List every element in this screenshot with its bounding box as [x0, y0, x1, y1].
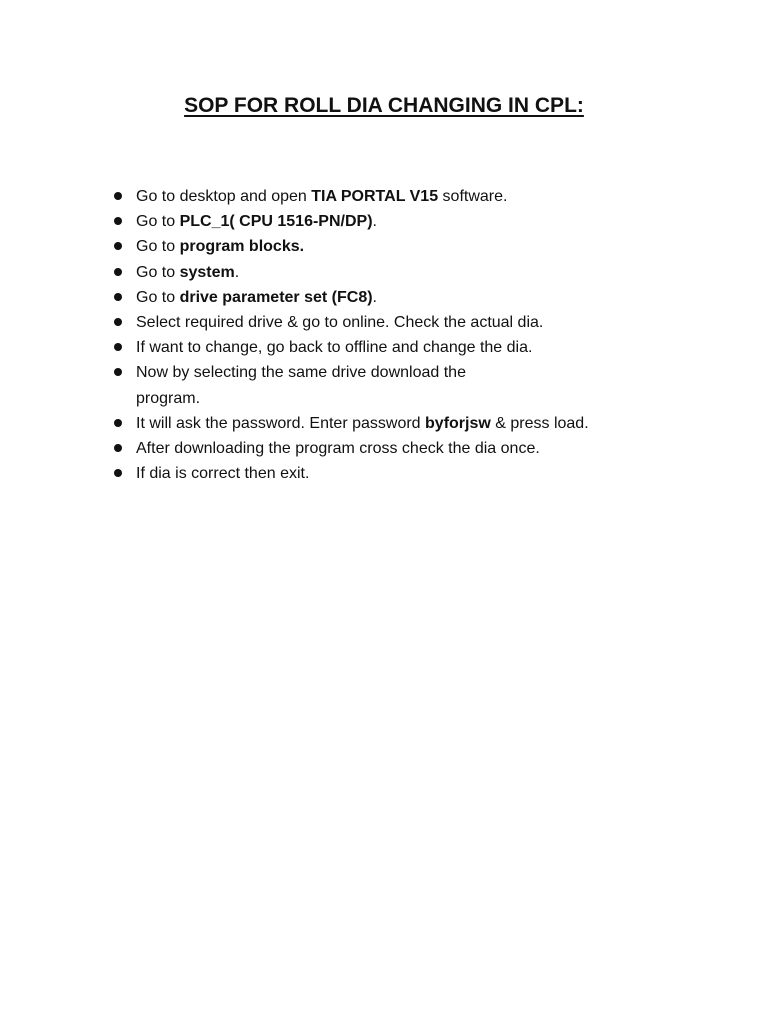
- sop-step-list: [112, 184, 732, 486]
- step-text: Go to: [136, 238, 180, 256]
- step-text-after: software.: [438, 188, 508, 205]
- step-text: Go to: [136, 288, 180, 306]
- step-bold-text: TIA PORTAL V15: [311, 188, 439, 205]
- step-bold-text: system: [179, 263, 235, 281]
- step-bold-text: PLC_1( CPU 1516-PN/DP): [179, 213, 373, 231]
- step-text: Go to: [136, 263, 180, 281]
- step-text: After downloading the program cross check the dia once.: [136, 440, 540, 458]
- step-text-after: .: [372, 288, 377, 306]
- step-text: If dia is correct then exit.: [136, 465, 310, 483]
- list-item: [112, 310, 732, 335]
- list-item: [112, 285, 732, 310]
- list-item: [112, 411, 732, 436]
- step-text: Go to desktop and open: [136, 188, 312, 205]
- list-item: [112, 360, 732, 410]
- list-item: [112, 209, 732, 234]
- list-item: [112, 335, 732, 360]
- list-item: [112, 234, 732, 259]
- step-text: If want to change, go back to offline and change the dia.: [136, 339, 533, 357]
- list-item: [112, 461, 732, 486]
- step-text: Go to: [136, 213, 180, 231]
- step-bold-text: drive parameter set (FC8): [179, 288, 373, 306]
- list-item: [112, 436, 732, 461]
- step-text-after: & press load.: [490, 414, 589, 432]
- step-text-after: .: [234, 263, 240, 281]
- step-bold-text: byforjsw: [425, 414, 491, 432]
- list-item: [112, 184, 732, 209]
- step-bold-text: program blocks.: [179, 238, 305, 256]
- page-title: SOP FOR ROLL DIA CHANGING IN CPL:: [184, 94, 584, 117]
- step-text: It will ask the password. Enter password: [136, 414, 426, 432]
- step-text: Select required drive & go to online. Check the actual dia.: [136, 314, 544, 332]
- step-text-continued: program.: [136, 389, 201, 407]
- list-item: [112, 260, 732, 285]
- step-text: Now by selecting the same drive download the: [136, 364, 466, 382]
- step-text-after: .: [372, 213, 377, 231]
